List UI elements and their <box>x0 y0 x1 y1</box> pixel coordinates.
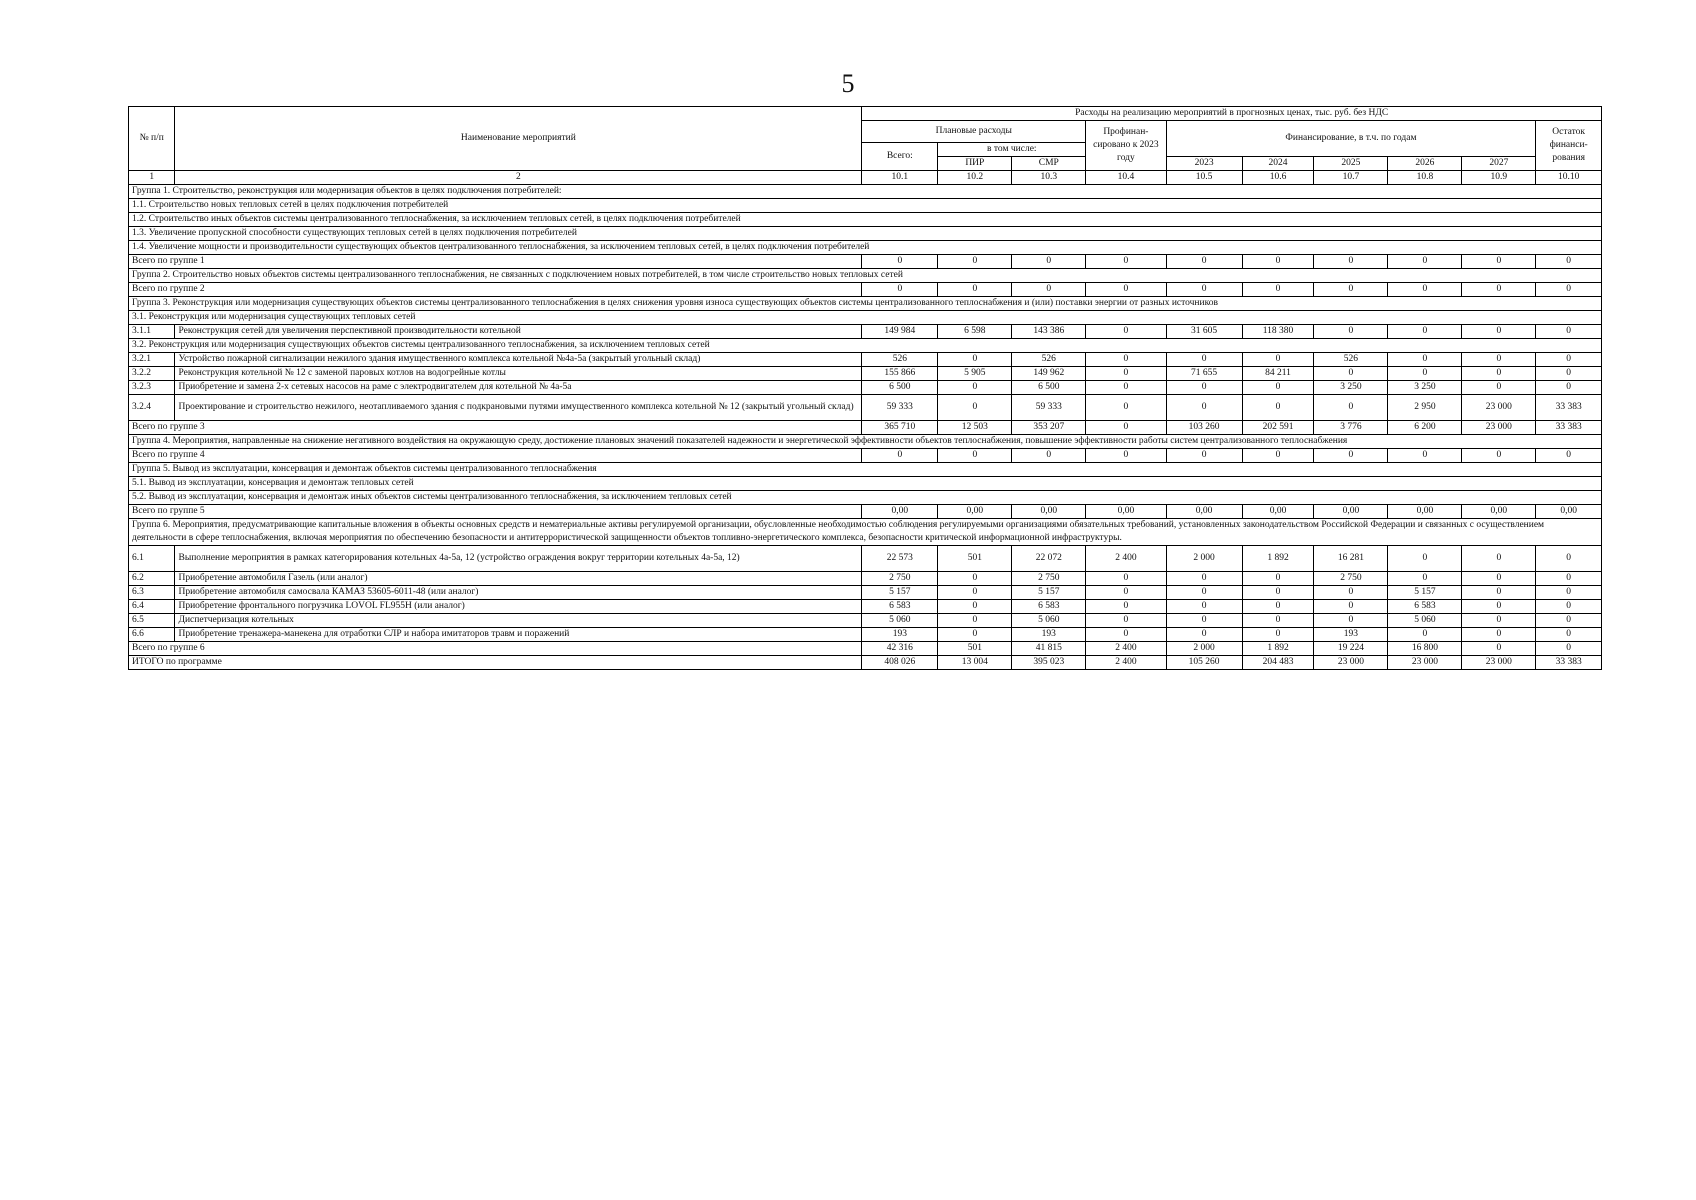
value-cell: 353 207 <box>1012 421 1086 435</box>
value-cell: 0 <box>1242 255 1314 269</box>
value-cell: 31 605 <box>1166 325 1242 339</box>
value-cell: 0 <box>1086 395 1166 421</box>
table-row <box>129 614 1602 628</box>
value-cell: 0 <box>1086 283 1166 297</box>
value-cell: 33 383 <box>1536 395 1602 421</box>
header-including: в том числе: <box>938 143 1086 157</box>
table-row <box>129 546 1602 572</box>
header-total: Всего: <box>862 143 938 171</box>
value-cell: 0 <box>1536 572 1602 586</box>
column-index-cell: 2 <box>175 171 862 185</box>
value-cell: 3 250 <box>1314 381 1388 395</box>
value-cell: 2 000 <box>1166 546 1242 572</box>
value-cell: 22 072 <box>1012 546 1086 572</box>
group-total-row <box>129 283 1602 297</box>
value-cell: 5 060 <box>1388 614 1462 628</box>
value-cell: 149 962 <box>1012 367 1086 381</box>
group-title: 3.2. Реконструкция или модернизация существующих объектов системы централизованного теплоснабжения, за исключением тепловых сетей <box>129 339 1602 353</box>
group-title: Группа 5. Вывод из эксплуатации, консервация и демонтаж объектов системы централизованного теплоснабжения <box>129 463 1602 477</box>
item-name: Приобретение фронтального погрузчика LOVOL FL955H (или аналог) <box>175 600 862 614</box>
item-code: 6.1 <box>129 546 175 572</box>
value-cell: 0 <box>938 255 1012 269</box>
group-title: 5.1. Вывод из эксплуатации, консервация и демонтаж тепловых сетей <box>129 477 1602 491</box>
column-index-cell: 10.2 <box>938 171 1012 185</box>
item-name: Диспетчеризация котельных <box>175 614 862 628</box>
value-cell: 0 <box>1536 600 1602 614</box>
group-title: 5.2. Вывод из эксплуатации, консервация и демонтаж иных объектов системы централизованного теплоснабжения, за исключением тепловых сетей <box>129 491 1602 505</box>
value-cell: 6 583 <box>862 600 938 614</box>
value-cell: 0 <box>1388 572 1462 586</box>
value-cell: 0 <box>1012 255 1086 269</box>
header-year: 2025 <box>1314 157 1388 171</box>
value-cell: 2 400 <box>1086 642 1166 656</box>
group-header-row <box>129 185 1602 199</box>
item-code: 3.2.2 <box>129 367 175 381</box>
value-cell: 0 <box>1462 642 1536 656</box>
value-cell: 0 <box>1462 255 1536 269</box>
value-cell: 19 224 <box>1314 642 1388 656</box>
header-remainder: Остаток финанси-рования <box>1536 121 1602 171</box>
value-cell: 5 060 <box>862 614 938 628</box>
item-code: 6.5 <box>129 614 175 628</box>
item-name: Проектирование и строительство нежилого, неотапливаемого здания с подкрановыми путями имущественного комплекса котельной № 12 (закрытый угольный склад) <box>175 395 862 421</box>
value-cell: 0 <box>1388 449 1462 463</box>
value-cell: 0 <box>1314 283 1388 297</box>
value-cell: 0 <box>1462 367 1536 381</box>
value-cell: 16 800 <box>1388 642 1462 656</box>
value-cell: 0 <box>1242 381 1314 395</box>
value-cell: 1 892 <box>1242 642 1314 656</box>
value-cell: 6 583 <box>1012 600 1086 614</box>
value-cell: 0 <box>1012 283 1086 297</box>
value-cell: 202 591 <box>1242 421 1314 435</box>
value-cell: 0 <box>1536 283 1602 297</box>
item-code: 6.6 <box>129 628 175 642</box>
table-row <box>129 586 1602 600</box>
value-cell: 103 260 <box>1166 421 1242 435</box>
value-cell: 0 <box>1462 586 1536 600</box>
value-cell: 0 <box>938 586 1012 600</box>
value-cell: 0 <box>1166 449 1242 463</box>
value-cell: 0 <box>938 600 1012 614</box>
group-header-row <box>129 213 1602 227</box>
value-cell: 0,00 <box>1166 505 1242 519</box>
total-label: Всего по группе 6 <box>129 642 862 656</box>
column-index-cell: 10.3 <box>1012 171 1086 185</box>
value-cell: 0 <box>1086 325 1166 339</box>
table-row <box>129 381 1602 395</box>
value-cell: 0 <box>1166 353 1242 367</box>
value-cell: 1 892 <box>1242 546 1314 572</box>
group-header-row <box>129 463 1602 477</box>
header-financing-by-year: Финансирование, в т.ч. по годам <box>1166 121 1536 157</box>
value-cell: 2 750 <box>862 572 938 586</box>
value-cell: 0 <box>938 572 1012 586</box>
column-index-cell: 10.7 <box>1314 171 1388 185</box>
header-col-name: Наименование мероприятий <box>175 107 862 171</box>
value-cell: 0 <box>1536 255 1602 269</box>
value-cell: 6 500 <box>1012 381 1086 395</box>
value-cell: 0 <box>1086 628 1166 642</box>
value-cell: 0 <box>1314 255 1388 269</box>
value-cell: 0 <box>1166 600 1242 614</box>
value-cell: 0 <box>1086 353 1166 367</box>
value-cell: 0 <box>938 283 1012 297</box>
column-index-cell: 10.1 <box>862 171 938 185</box>
value-cell: 0 <box>1388 255 1462 269</box>
value-cell: 0 <box>1242 586 1314 600</box>
value-cell: 0 <box>1086 586 1166 600</box>
value-cell: 0 <box>1242 600 1314 614</box>
column-index-cell: 10.10 <box>1536 171 1602 185</box>
column-index-cell: 1 <box>129 171 175 185</box>
page-number: 5 <box>841 69 855 98</box>
column-index-cell: 10.8 <box>1388 171 1462 185</box>
value-cell: 0 <box>1462 325 1536 339</box>
value-cell: 0,00 <box>1536 505 1602 519</box>
value-cell: 0 <box>1242 449 1314 463</box>
value-cell: 0 <box>1086 572 1166 586</box>
value-cell: 33 383 <box>1536 656 1602 670</box>
value-cell: 501 <box>938 546 1012 572</box>
total-label: Всего по группе 3 <box>129 421 862 435</box>
value-cell: 0 <box>1242 283 1314 297</box>
value-cell: 0 <box>1314 600 1388 614</box>
table-row <box>129 572 1602 586</box>
item-name: Устройство пожарной сигнализации нежилого здания имущественного комплекса котельной №4а-5а (закрытый угольный склад) <box>175 353 862 367</box>
value-cell: 526 <box>862 353 938 367</box>
group-header-row <box>129 297 1602 311</box>
group-title: Группа 1. Строительство, реконструкция или модернизация объектов в целях подключения потребителей: <box>129 185 1602 199</box>
value-cell: 0 <box>1388 283 1462 297</box>
value-cell: 0 <box>1166 586 1242 600</box>
value-cell: 22 573 <box>862 546 938 572</box>
value-cell: 0 <box>1388 546 1462 572</box>
value-cell: 0 <box>1536 642 1602 656</box>
value-cell: 13 004 <box>938 656 1012 670</box>
value-cell: 0 <box>1536 586 1602 600</box>
value-cell: 0 <box>938 628 1012 642</box>
value-cell: 0 <box>938 614 1012 628</box>
item-code: 6.3 <box>129 586 175 600</box>
value-cell: 0 <box>1166 628 1242 642</box>
value-cell: 0 <box>1086 255 1166 269</box>
value-cell: 0 <box>1462 449 1536 463</box>
group-total-row <box>129 255 1602 269</box>
value-cell: 0 <box>938 449 1012 463</box>
total-label: Всего по группе 4 <box>129 449 862 463</box>
header-year: 2024 <box>1242 157 1314 171</box>
group-total-row <box>129 421 1602 435</box>
column-index-cell: 10.9 <box>1462 171 1536 185</box>
value-cell: 23 000 <box>1462 656 1536 670</box>
value-cell: 5 060 <box>1012 614 1086 628</box>
value-cell: 0 <box>1166 614 1242 628</box>
group-total-row <box>129 642 1602 656</box>
header-expenses-title: Расходы на реализацию мероприятий в прогнозных ценах, тыс. руб. без НДС <box>862 107 1602 121</box>
value-cell: 6 598 <box>938 325 1012 339</box>
group-title: 1.1. Строительство новых тепловых сетей в целях подключения потребителей <box>129 199 1602 213</box>
value-cell: 0 <box>1314 586 1388 600</box>
column-index-cell: 10.4 <box>1086 171 1166 185</box>
group-header-row <box>129 491 1602 505</box>
item-code: 3.2.3 <box>129 381 175 395</box>
value-cell: 0 <box>938 353 1012 367</box>
table-row <box>129 395 1602 421</box>
value-cell: 0 <box>1462 600 1536 614</box>
group-header-row <box>129 227 1602 241</box>
value-cell: 12 503 <box>938 421 1012 435</box>
value-cell: 0 <box>1536 449 1602 463</box>
value-cell: 6 200 <box>1388 421 1462 435</box>
table-header <box>129 107 1602 185</box>
value-cell: 0 <box>1388 367 1462 381</box>
group-title: Группа 6. Мероприятия, предусматривающие капитальные вложения в объекты основных средств и нематериальные активы регулируемой организации, обусловленные необходимостью соблюдения регулируемыми организациями обязательных требований, установленных законодательством Российской Федерации и связанных с осуществлением деятельности в сфере теплоснабжения, включая мероприятия по обеспечению безопасности и антитеррористической защищенности объектов топливно-энергетического комплекса, безопасности критической информационной инфраструктуры. <box>129 519 1602 546</box>
header-planned: Плановые расходы <box>862 121 1086 143</box>
value-cell: 0,00 <box>1314 505 1388 519</box>
value-cell: 105 260 <box>1166 656 1242 670</box>
value-cell: 2 950 <box>1388 395 1462 421</box>
value-cell: 0,00 <box>1086 505 1166 519</box>
value-cell: 3 250 <box>1388 381 1462 395</box>
value-cell: 0 <box>1086 449 1166 463</box>
value-cell: 5 905 <box>938 367 1012 381</box>
table-row <box>129 353 1602 367</box>
value-cell: 0 <box>1462 353 1536 367</box>
value-cell: 365 710 <box>862 421 938 435</box>
value-cell: 0 <box>1242 395 1314 421</box>
investment-program-table <box>128 106 1602 670</box>
value-cell: 0 <box>1086 421 1166 435</box>
value-cell: 395 023 <box>1012 656 1086 670</box>
item-code: 3.2.4 <box>129 395 175 421</box>
group-header-row <box>129 241 1602 255</box>
item-code: 6.2 <box>129 572 175 586</box>
value-cell: 5 157 <box>862 586 938 600</box>
value-cell: 0 <box>1314 395 1388 421</box>
value-cell: 0 <box>1166 395 1242 421</box>
value-cell: 0 <box>1242 628 1314 642</box>
value-cell: 0 <box>1388 325 1462 339</box>
header-col-no: № п/п <box>129 107 175 171</box>
group-total-row <box>129 449 1602 463</box>
value-cell: 204 483 <box>1242 656 1314 670</box>
value-cell: 23 000 <box>1462 395 1536 421</box>
value-cell: 6 583 <box>1388 600 1462 614</box>
group-title: Группа 2. Строительство новых объектов системы централизованного теплоснабжения, не связанных с подключением новых потребителей, в том числе строительство новых тепловых сетей <box>129 269 1602 283</box>
group-header-row <box>129 519 1602 546</box>
header-year: 2026 <box>1388 157 1462 171</box>
value-cell: 526 <box>1314 353 1388 367</box>
value-cell: 5 157 <box>1012 586 1086 600</box>
group-header-row <box>129 435 1602 449</box>
value-cell: 0 <box>1462 628 1536 642</box>
value-cell: 0 <box>1012 449 1086 463</box>
value-cell: 84 211 <box>1242 367 1314 381</box>
group-header-row <box>129 199 1602 213</box>
header-smr: СМР <box>1012 157 1086 171</box>
value-cell: 149 984 <box>862 325 938 339</box>
value-cell: 193 <box>862 628 938 642</box>
item-code: 3.1.1 <box>129 325 175 339</box>
value-cell: 0 <box>1086 600 1166 614</box>
group-title: Группа 4. Мероприятия, направленные на снижение негативного воздействия на окружающую среду, достижение плановых значений показателей надежности и энергетической эффективности объектов теплоснабжения, повышение эффективности работы систем централизованного теплоснабжения <box>129 435 1602 449</box>
value-cell: 0 <box>1536 614 1602 628</box>
table-row <box>129 628 1602 642</box>
value-cell: 0 <box>1086 614 1166 628</box>
value-cell: 526 <box>1012 353 1086 367</box>
item-code: 3.2.1 <box>129 353 175 367</box>
value-cell: 59 333 <box>862 395 938 421</box>
value-cell: 0 <box>938 381 1012 395</box>
value-cell: 155 866 <box>862 367 938 381</box>
value-cell: 193 <box>1314 628 1388 642</box>
column-index-cell: 10.5 <box>1166 171 1242 185</box>
value-cell: 0 <box>1086 367 1166 381</box>
item-name: Реконструкция сетей для увеличения перспективной производительности котельной <box>175 325 862 339</box>
value-cell: 0 <box>1536 546 1602 572</box>
group-total-row <box>129 505 1602 519</box>
value-cell: 2 400 <box>1086 546 1166 572</box>
value-cell: 0 <box>1462 381 1536 395</box>
value-cell: 23 000 <box>1462 421 1536 435</box>
header-year: 2027 <box>1462 157 1536 171</box>
group-header-row <box>129 311 1602 325</box>
value-cell: 0 <box>1166 283 1242 297</box>
value-cell: 59 333 <box>1012 395 1086 421</box>
value-cell: 408 026 <box>862 656 938 670</box>
value-cell: 2 400 <box>1086 656 1166 670</box>
value-cell: 0,00 <box>1242 505 1314 519</box>
total-label: Всего по группе 2 <box>129 283 862 297</box>
total-label: Всего по группе 1 <box>129 255 862 269</box>
column-index-cell: 10.6 <box>1242 171 1314 185</box>
group-title: 1.3. Увеличение пропускной способности существующих тепловых сетей в целях подключения потребителей <box>129 227 1602 241</box>
column-index-row <box>129 171 1602 185</box>
value-cell: 0 <box>1536 628 1602 642</box>
value-cell: 6 500 <box>862 381 938 395</box>
value-cell: 41 815 <box>1012 642 1086 656</box>
item-name: Приобретение тренажера-манекена для отработки СЛР и набора имитаторов травм и поражений <box>175 628 862 642</box>
group-total-row <box>129 656 1602 670</box>
item-name: Приобретение и замена 2-х сетевых насосов на раме с электродвигателем для котельной № 4а-5а <box>175 381 862 395</box>
value-cell: 0 <box>1086 381 1166 395</box>
header-pir: ПИР <box>938 157 1012 171</box>
value-cell: 3 776 <box>1314 421 1388 435</box>
value-cell: 23 000 <box>1314 656 1388 670</box>
group-title: 1.2. Строительство иных объектов системы централизованного теплоснабжения, за исключением тепловых сетей, в целях подключения потребителей <box>129 213 1602 227</box>
value-cell: 0,00 <box>1462 505 1536 519</box>
value-cell: 0 <box>1536 353 1602 367</box>
group-title: Группа 3. Реконструкция или модернизация существующих объектов системы централизованного теплоснабжения в целях снижения уровня износа существующих объектов системы централизованного теплоснабжения и (или) поставки энергии от разных источников <box>129 297 1602 311</box>
value-cell: 0 <box>1314 449 1388 463</box>
value-cell: 0 <box>1166 572 1242 586</box>
value-cell: 501 <box>938 642 1012 656</box>
total-label: ИТОГО по программе <box>129 656 862 670</box>
item-name: Реконструкция котельной № 12 с заменой паровых котлов на водогрейные котлы <box>175 367 862 381</box>
group-header-row <box>129 477 1602 491</box>
group-title: 3.1. Реконструкция или модернизация существующих тепловых сетей <box>129 311 1602 325</box>
value-cell: 0 <box>1388 628 1462 642</box>
table-row <box>129 600 1602 614</box>
value-cell: 0 <box>1536 381 1602 395</box>
value-cell: 0,00 <box>938 505 1012 519</box>
value-cell: 0 <box>1242 572 1314 586</box>
value-cell: 0 <box>1388 353 1462 367</box>
table-row <box>129 325 1602 339</box>
value-cell: 0 <box>1314 367 1388 381</box>
value-cell: 193 <box>1012 628 1086 642</box>
group-title: 1.4. Увеличение мощности и производительности существующих объектов централизованного теплоснабжения, за исключением тепловых сетей, в целях подключения потребителей <box>129 241 1602 255</box>
value-cell: 2 750 <box>1314 572 1388 586</box>
value-cell: 0 <box>1536 325 1602 339</box>
group-header-row <box>129 339 1602 353</box>
item-name: Приобретение автомобиля Газель (или аналог) <box>175 572 862 586</box>
value-cell: 5 157 <box>1388 586 1462 600</box>
value-cell: 0,00 <box>1012 505 1086 519</box>
value-cell: 0 <box>862 283 938 297</box>
value-cell: 0 <box>1314 614 1388 628</box>
value-cell: 0,00 <box>862 505 938 519</box>
value-cell: 42 316 <box>862 642 938 656</box>
value-cell: 0,00 <box>1388 505 1462 519</box>
value-cell: 0 <box>1242 614 1314 628</box>
value-cell: 143 386 <box>1012 325 1086 339</box>
header-year: 2023 <box>1166 157 1242 171</box>
value-cell: 2 750 <box>1012 572 1086 586</box>
value-cell: 0 <box>938 395 1012 421</box>
header-prefinanced: Профинан-сировано к 2023 году <box>1086 121 1166 171</box>
value-cell: 0 <box>862 449 938 463</box>
value-cell: 0 <box>1536 367 1602 381</box>
table-body <box>129 185 1602 670</box>
value-cell: 33 383 <box>1536 421 1602 435</box>
value-cell: 118 380 <box>1242 325 1314 339</box>
value-cell: 0 <box>1462 614 1536 628</box>
value-cell: 2 000 <box>1166 642 1242 656</box>
group-header-row <box>129 269 1602 283</box>
item-name: Приобретение автомобиля самосвала КАМАЗ 53605-6011-48 (или аналог) <box>175 586 862 600</box>
value-cell: 0 <box>1462 283 1536 297</box>
value-cell: 0 <box>1166 381 1242 395</box>
table-row <box>129 367 1602 381</box>
item-code: 6.4 <box>129 600 175 614</box>
item-name: Выполнение мероприятия в рамках категорирования котельных 4а-5а, 12 (устройство ограждения вокруг территории котельных 4а-5а, 12) <box>175 546 862 572</box>
value-cell: 0 <box>1462 572 1536 586</box>
value-cell: 23 000 <box>1388 656 1462 670</box>
total-label: Всего по группе 5 <box>129 505 862 519</box>
value-cell: 0 <box>1462 546 1536 572</box>
value-cell: 0 <box>1314 325 1388 339</box>
value-cell: 0 <box>1242 353 1314 367</box>
value-cell: 0 <box>862 255 938 269</box>
value-cell: 71 655 <box>1166 367 1242 381</box>
value-cell: 0 <box>1166 255 1242 269</box>
value-cell: 16 281 <box>1314 546 1388 572</box>
